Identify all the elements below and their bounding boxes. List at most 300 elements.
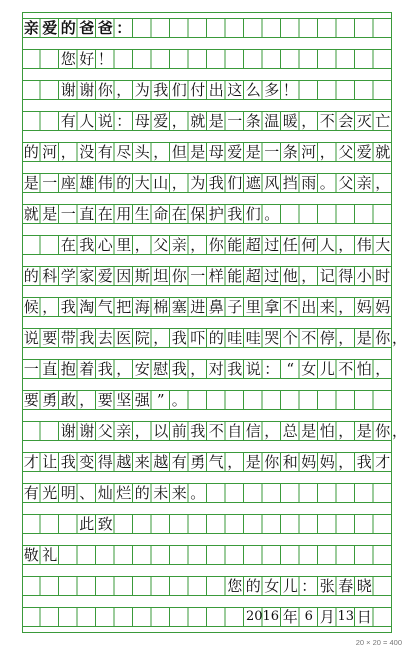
grid-char: 记 xyxy=(319,267,335,285)
grid-char: 遮 xyxy=(245,174,261,192)
grid-char: 谢 xyxy=(79,422,95,440)
grid-char: 气 xyxy=(208,453,224,471)
grid-char: “ xyxy=(286,360,295,378)
grid-char: 是 xyxy=(301,422,317,440)
grid-char: 的 xyxy=(208,329,224,347)
grid-char: 风 xyxy=(264,174,280,192)
grid-char: 我 xyxy=(60,453,76,471)
grid-char: 此 xyxy=(79,515,95,533)
grid-char: 坚 xyxy=(116,391,132,409)
grid-char: 母 xyxy=(208,143,224,161)
grid-char: 要 xyxy=(23,391,39,409)
grid-char: 有 xyxy=(171,453,187,471)
grid-char: 灿 xyxy=(97,484,113,502)
grid-char: ” xyxy=(156,391,165,409)
body-line xyxy=(22,453,392,471)
date-day-unit: 日 xyxy=(356,608,372,626)
body-line xyxy=(59,422,408,440)
grid-char: 样 xyxy=(208,267,224,285)
grid-char: 要 xyxy=(97,391,113,409)
grid-char: ， xyxy=(301,112,317,130)
grid-char: ， xyxy=(190,360,206,378)
grid-char: 在 xyxy=(97,205,113,223)
grid-char: 我 xyxy=(227,360,243,378)
grid-char: ， xyxy=(134,236,150,254)
grid-char: 任 xyxy=(282,236,298,254)
grid-char: 要 xyxy=(42,329,58,347)
grid-char: ， xyxy=(171,112,187,130)
grid-row xyxy=(22,607,392,627)
grid-char: 就 xyxy=(23,205,39,223)
grid-char: 保 xyxy=(190,205,206,223)
grid-char: 谢 xyxy=(60,422,76,440)
body-line xyxy=(59,236,392,254)
grid-char: 父 xyxy=(153,236,169,254)
grid-char: 亲 xyxy=(116,422,132,440)
grid-row xyxy=(22,359,392,379)
grid-row xyxy=(22,204,392,224)
grid-char: 哇 xyxy=(245,329,261,347)
grid-char: 山 xyxy=(153,174,169,192)
grid-row xyxy=(22,390,392,410)
date-year-unit: 年 xyxy=(282,608,298,626)
grid-char: 怕 xyxy=(319,422,335,440)
grid-char: 但 xyxy=(171,143,187,161)
grid-char: 我 xyxy=(97,360,113,378)
grid-char: 变 xyxy=(79,453,95,471)
grid-char: 去 xyxy=(97,329,113,347)
grid-char: 棉 xyxy=(153,298,169,316)
grid-char: 我 xyxy=(190,422,206,440)
body-line xyxy=(59,81,300,99)
grid-char: 爸 xyxy=(97,19,113,37)
grid-char: 对 xyxy=(208,360,224,378)
grid-char: 好 xyxy=(79,50,95,68)
grid-char: 一 xyxy=(23,360,39,378)
grid-char: ， xyxy=(375,174,391,192)
grid-char: 来 xyxy=(319,298,335,316)
grid-char: 学 xyxy=(60,267,76,285)
grid-char: 时 xyxy=(375,267,391,285)
grid-char: 爱 xyxy=(356,143,372,161)
grid-char: 父 xyxy=(338,174,354,192)
grid-char: 爸 xyxy=(79,19,95,37)
grid-char: 得 xyxy=(338,267,354,285)
grid-row xyxy=(22,142,392,162)
grid-row xyxy=(22,18,392,38)
body-line xyxy=(22,174,392,192)
grid-char: 晓 xyxy=(356,577,372,595)
grid-row xyxy=(22,173,392,193)
grid-char: 尽 xyxy=(116,143,132,161)
grid-char: ， xyxy=(153,143,169,161)
grid-char: 你 xyxy=(264,453,280,471)
grid-char: 来 xyxy=(134,453,150,471)
grid-char: 越 xyxy=(116,453,132,471)
grid-char: ， xyxy=(264,422,280,440)
grid-char: 海 xyxy=(134,298,150,316)
grid-char: ， xyxy=(60,143,76,161)
grid-char: 直 xyxy=(79,205,95,223)
grid-char: 。 xyxy=(319,174,335,192)
grid-char: 亲 xyxy=(23,19,39,37)
grid-char: 妈 xyxy=(301,453,317,471)
grid-char: 致 xyxy=(97,515,113,533)
body-line xyxy=(22,298,392,316)
grid-char: 你 xyxy=(375,422,391,440)
grid-char: 您 xyxy=(227,577,243,595)
date xyxy=(244,608,374,626)
grid-char: 是 xyxy=(245,143,261,161)
grid-char: 母 xyxy=(134,112,150,130)
grid-char: 的 xyxy=(245,577,261,595)
grid-char: 春 xyxy=(338,577,354,595)
grid-char: 张 xyxy=(319,577,335,595)
grid-char: ： xyxy=(116,112,132,130)
grid-char: ！ xyxy=(282,81,298,99)
grid-char: 的 xyxy=(134,484,150,502)
grid-char: ， xyxy=(79,391,95,409)
grid-char: 勇 xyxy=(42,391,58,409)
grid-char: 头 xyxy=(134,143,150,161)
grid-char: ， xyxy=(227,453,243,471)
grid-char: 未 xyxy=(153,484,169,502)
grid-char: 条 xyxy=(245,112,261,130)
grid-char: 你 xyxy=(97,81,113,99)
grid-char: 院 xyxy=(134,329,150,347)
grid-char: 因 xyxy=(116,267,132,285)
grid-char: 带 xyxy=(60,329,76,347)
grid-char: 爱 xyxy=(153,112,169,130)
grid-char: 。 xyxy=(171,391,187,409)
grid-char: 我 xyxy=(208,174,224,192)
grid-char: 座 xyxy=(60,174,76,192)
grid-char: 强 xyxy=(134,391,150,409)
grid-char: 一 xyxy=(60,205,76,223)
grid-char: 我 xyxy=(60,298,76,316)
grid-char: ， xyxy=(338,329,354,347)
grid-char: 用 xyxy=(116,205,132,223)
grid-char: 停 xyxy=(319,329,335,347)
regards xyxy=(22,546,59,564)
grid-char: 大 xyxy=(375,236,391,254)
grid-char: 候 xyxy=(23,298,39,316)
grid-char: 我 xyxy=(171,360,187,378)
grid-char: 光 xyxy=(42,484,58,502)
grid-char: 敬 xyxy=(23,546,39,564)
closing xyxy=(78,515,115,533)
grid-char: 才 xyxy=(23,453,39,471)
grid-char: 爱 xyxy=(42,19,58,37)
grid-char: ， xyxy=(338,453,354,471)
grid-char: 暖 xyxy=(282,112,298,130)
grid-char: 直 xyxy=(42,360,58,378)
grid-char: 你 xyxy=(208,236,224,254)
grid-char: 妈 xyxy=(356,298,372,316)
grid-char: 超 xyxy=(245,236,261,254)
grid-char: 不 xyxy=(282,298,298,316)
grid-char: 和 xyxy=(282,453,298,471)
grid-char: 伟 xyxy=(97,174,113,192)
grid-char: 会 xyxy=(338,112,354,130)
date-year: 2016 xyxy=(245,609,280,624)
grid-row xyxy=(22,421,408,441)
body-line xyxy=(22,329,408,347)
signature xyxy=(226,577,374,595)
grid-char: 是 xyxy=(190,143,206,161)
grid-char: 是 xyxy=(23,174,39,192)
grid-char: 就 xyxy=(375,143,391,161)
grid-char: 我 xyxy=(171,329,187,347)
grid-char: 得 xyxy=(97,453,113,471)
grid-char: 拿 xyxy=(264,298,280,316)
grid-char: 爱 xyxy=(97,267,113,285)
grid-char: ： xyxy=(116,19,132,37)
date-day: 13 xyxy=(337,609,355,624)
grid-char: 来 xyxy=(171,484,187,502)
grid-row xyxy=(22,576,392,596)
grid-char: 把 xyxy=(116,298,132,316)
grid-char: 么 xyxy=(245,81,261,99)
grid-char: ， xyxy=(319,143,335,161)
grid-char: 小 xyxy=(356,267,372,285)
grid-char: 医 xyxy=(116,329,132,347)
grid-char: ， xyxy=(338,422,354,440)
body-line xyxy=(22,205,281,223)
grid-char: 安 xyxy=(134,360,150,378)
grid-char: 的 xyxy=(116,174,132,192)
grid-char: 大 xyxy=(134,174,150,192)
grid-char: ： xyxy=(301,577,317,595)
grid-char: 信 xyxy=(245,422,261,440)
grid-char: 我 xyxy=(227,205,243,223)
grid-char: 谢 xyxy=(60,81,76,99)
grid-char: 说 xyxy=(245,360,261,378)
grid-char: 亡 xyxy=(375,112,391,130)
grid-char: 人 xyxy=(319,236,335,254)
grid-char: 总 xyxy=(282,422,298,440)
grid-char: 女 xyxy=(301,360,317,378)
grid-char: 们 xyxy=(227,174,243,192)
grid-char: 就 xyxy=(190,112,206,130)
grid-char: 你 xyxy=(375,329,391,347)
grid-char: 不 xyxy=(208,422,224,440)
grid-char: 妈 xyxy=(319,453,335,471)
grid-char: 条 xyxy=(282,143,298,161)
grid-char: 我 xyxy=(356,453,372,471)
grid-char: 越 xyxy=(153,453,169,471)
grid-char: 雄 xyxy=(79,174,95,192)
grid-char: 不 xyxy=(319,112,335,130)
grid-char: 里 xyxy=(116,236,132,254)
greeting xyxy=(59,50,115,68)
grid-paper xyxy=(22,18,408,638)
grid-char: 坦 xyxy=(153,267,169,285)
grid-char: 你 xyxy=(171,267,187,285)
grid-char: 女 xyxy=(264,577,280,595)
grid-char: 才 xyxy=(375,453,391,471)
grid-char: 有 xyxy=(97,143,113,161)
grid-row xyxy=(22,80,392,100)
grid-char: 科 xyxy=(42,267,58,285)
grid-char: 是 xyxy=(245,453,261,471)
grid-char: 个 xyxy=(282,329,298,347)
grid-char: 一 xyxy=(42,174,58,192)
grid-char: 挡 xyxy=(282,174,298,192)
grid-char: 护 xyxy=(208,205,224,223)
grid-char: 进 xyxy=(190,298,206,316)
grid-char: 儿 xyxy=(282,577,298,595)
grid-char: 超 xyxy=(245,267,261,285)
grid-char: 儿 xyxy=(319,360,335,378)
grid-char: 他 xyxy=(282,267,298,285)
grid-char: 父 xyxy=(97,422,113,440)
grid-char: 雨 xyxy=(301,174,317,192)
grid-row xyxy=(22,297,392,317)
grid-char: 。 xyxy=(190,484,206,502)
grid-char: 这 xyxy=(227,81,243,99)
grid-char: 家 xyxy=(79,267,95,285)
grid-char: 灭 xyxy=(356,112,372,130)
grid-size-label: 20 × 20 = 400 xyxy=(355,638,402,647)
grid-char: 付 xyxy=(190,81,206,99)
grid-char: 过 xyxy=(264,236,280,254)
grid-char: 着 xyxy=(79,360,95,378)
grid-char: 烂 xyxy=(116,484,132,502)
grid-char: 不 xyxy=(301,329,317,347)
grid-row xyxy=(22,111,392,131)
grid-char: 我 xyxy=(79,329,95,347)
grid-char: 敢 xyxy=(60,391,76,409)
salutation xyxy=(22,19,133,37)
grid-char: 不 xyxy=(338,360,354,378)
grid-char: 多 xyxy=(264,81,280,99)
grid-char: 说 xyxy=(23,329,39,347)
grid-char: 里 xyxy=(245,298,261,316)
grid-char: 心 xyxy=(97,236,113,254)
grid-char: 我 xyxy=(79,236,95,254)
grid-char: 为 xyxy=(190,174,206,192)
grid-char: 爱 xyxy=(227,143,243,161)
grid-char: 斯 xyxy=(134,267,150,285)
grid-char: 有 xyxy=(23,484,39,502)
grid-char: 何 xyxy=(301,236,317,254)
grid-char: 我 xyxy=(153,81,169,99)
grid-char: 一 xyxy=(264,143,280,161)
body-line xyxy=(22,267,392,285)
grid-char: 勇 xyxy=(190,453,206,471)
grid-row xyxy=(22,328,408,348)
grid-char: ： xyxy=(264,360,280,378)
grid-char: 生 xyxy=(134,205,150,223)
body-line xyxy=(22,360,392,378)
grid-char: 塞 xyxy=(171,298,187,316)
grid-char: ， xyxy=(134,422,150,440)
grid-row xyxy=(22,235,392,255)
grid-char: ， xyxy=(116,81,132,99)
grid-char: ， xyxy=(116,360,132,378)
grid-row xyxy=(22,266,392,286)
grid-char: 的 xyxy=(60,19,76,37)
grid-char: 哇 xyxy=(227,329,243,347)
grid-char: ！ xyxy=(97,50,113,68)
grid-char: 河 xyxy=(42,143,58,161)
grid-char: 、 xyxy=(79,484,95,502)
body-line xyxy=(22,484,207,502)
grid-row xyxy=(22,483,392,503)
grid-char: 您 xyxy=(60,50,76,68)
grid-char: ， xyxy=(375,360,391,378)
grid-char: 鼻 xyxy=(208,298,224,316)
body-line xyxy=(59,112,392,130)
grid-char: 能 xyxy=(227,236,243,254)
grid-char: 是 xyxy=(42,205,58,223)
grid-char: ， xyxy=(338,236,354,254)
grid-row xyxy=(22,545,392,565)
grid-char: 的 xyxy=(23,143,39,161)
grid-char: 没 xyxy=(79,143,95,161)
grid-char: 哭 xyxy=(264,329,280,347)
grid-char: ， xyxy=(301,267,317,285)
date-month-unit: 月 xyxy=(319,608,335,626)
grid-char: 是 xyxy=(356,329,372,347)
grid-char: 让 xyxy=(42,453,58,471)
grid-row xyxy=(22,49,392,69)
body-line xyxy=(22,391,189,409)
grid-char: 河 xyxy=(301,143,317,161)
grid-char: 以 xyxy=(153,422,169,440)
grid-char: 出 xyxy=(208,81,224,99)
grid-char: 子 xyxy=(227,298,243,316)
grid-char: ， xyxy=(190,236,206,254)
grid-row xyxy=(22,452,392,472)
grid-char: 自 xyxy=(227,422,243,440)
grid-char: ， xyxy=(338,298,354,316)
grid-char: 出 xyxy=(301,298,317,316)
grid-char: 妈 xyxy=(375,298,391,316)
grid-char: 在 xyxy=(60,236,76,254)
grid-char: 前 xyxy=(171,422,187,440)
grid-char: ， xyxy=(392,422,408,440)
grid-char: 是 xyxy=(356,422,372,440)
grid-char: 谢 xyxy=(79,81,95,99)
grid-char: 人 xyxy=(79,112,95,130)
grid-char: ， xyxy=(42,298,58,316)
body-line xyxy=(22,143,392,161)
grid-char: 气 xyxy=(97,298,113,316)
grid-char: ， xyxy=(153,329,169,347)
grid-char: 伟 xyxy=(356,236,372,254)
grid-char: 怕 xyxy=(356,360,372,378)
grid-char: ， xyxy=(171,174,187,192)
grid-char: 过 xyxy=(264,267,280,285)
date-month: 6 xyxy=(304,609,313,624)
grid-char: 父 xyxy=(338,143,354,161)
grid-char: 温 xyxy=(264,112,280,130)
grid-char: 亲 xyxy=(171,236,187,254)
grid-char: 礼 xyxy=(42,546,58,564)
grid-char: 能 xyxy=(227,267,243,285)
grid-char: 慰 xyxy=(153,360,169,378)
grid-char: 一 xyxy=(227,112,243,130)
grid-char: 有 xyxy=(60,112,76,130)
grid-char: 说 xyxy=(97,112,113,130)
grid-char: 们 xyxy=(171,81,187,99)
grid-char: ， xyxy=(392,329,408,347)
grid-char: 的 xyxy=(23,267,39,285)
grid-char: 亲 xyxy=(356,174,372,192)
grid-char: 为 xyxy=(134,81,150,99)
